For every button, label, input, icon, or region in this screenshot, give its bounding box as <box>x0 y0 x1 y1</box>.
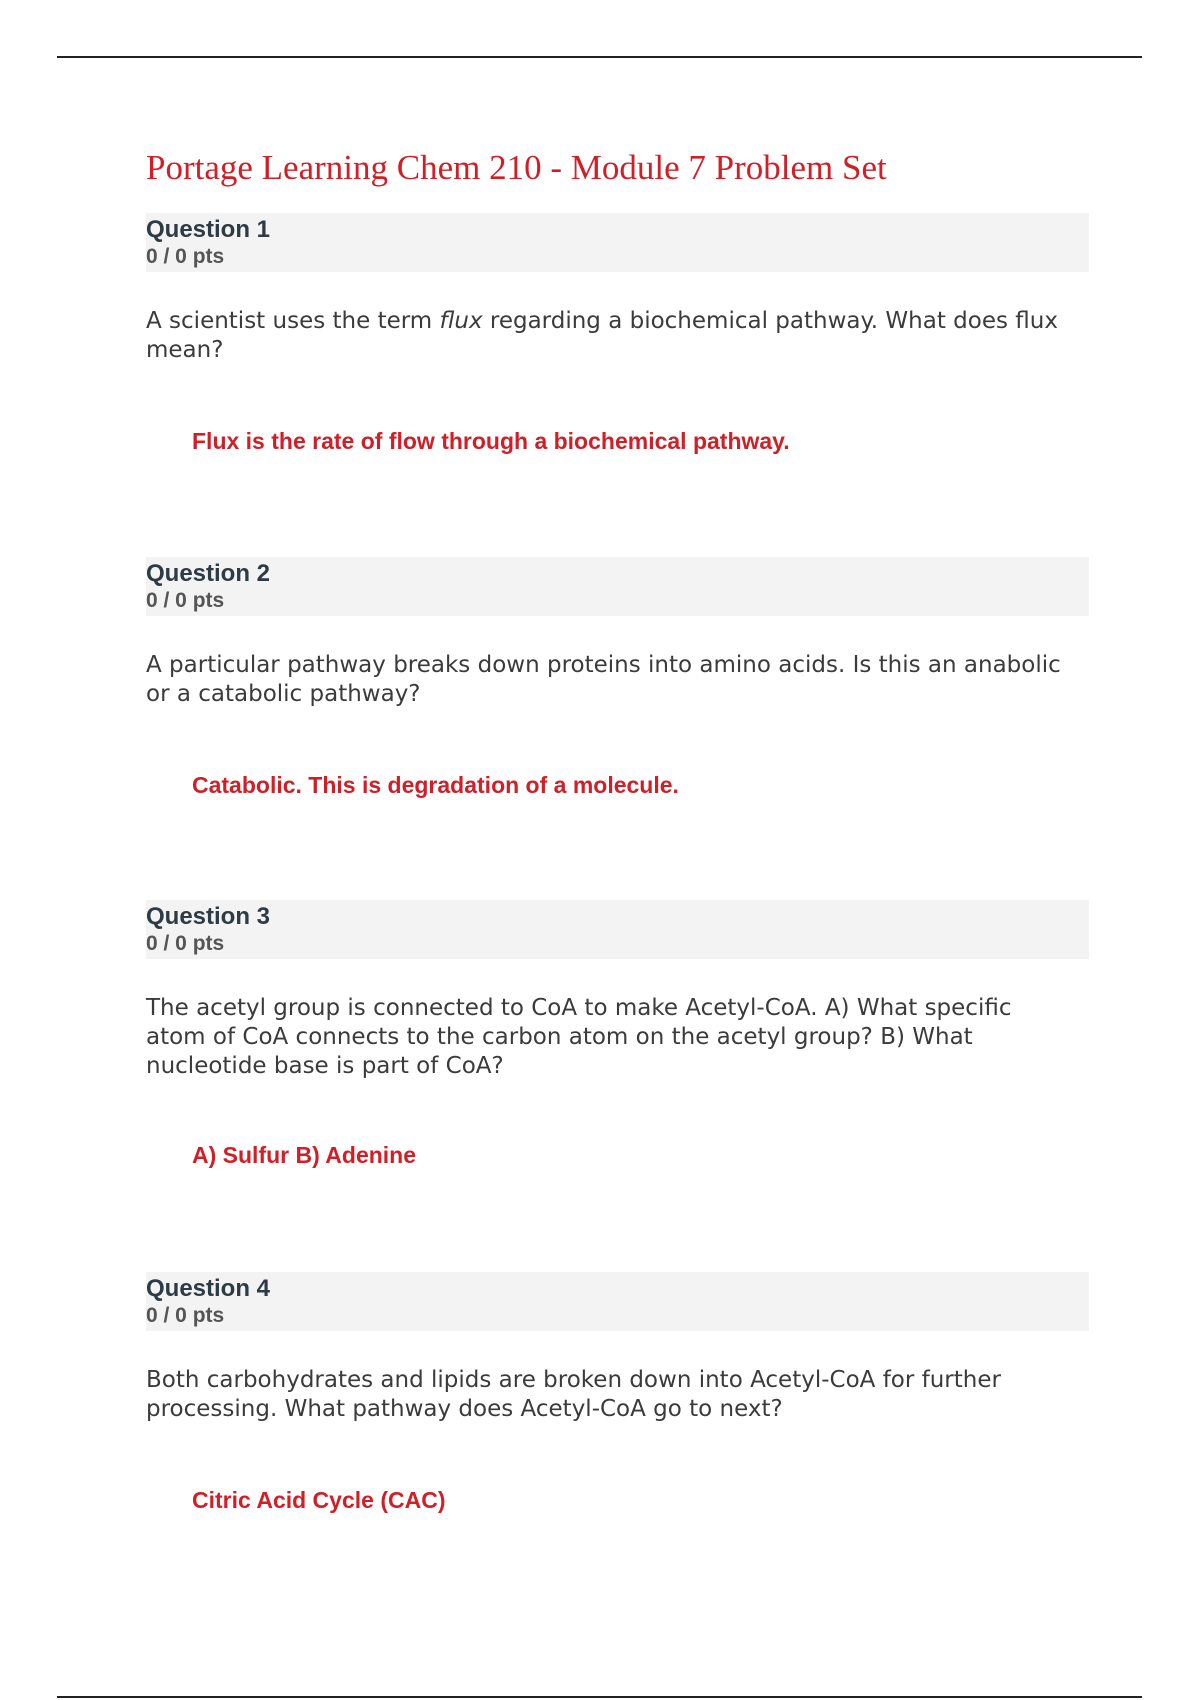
question-text-part: A scientist uses the term <box>146 308 440 334</box>
question-header <box>146 557 1089 616</box>
question-text: The acetyl group is connected to CoA to make Acetyl-CoA. A) What specific atom of CoA connects to the carbon atom on the acetyl group? B) What nucleotide base is part of CoA? <box>146 995 1012 1079</box>
question-title: Question 1 <box>146 216 271 243</box>
question-points: 0 / 0 pts <box>146 589 225 612</box>
bottom-rule <box>57 1696 1142 1698</box>
question-answer: Citric Acid Cycle (CAC) <box>192 1487 446 1513</box>
question-answer: Catabolic. This is degradation of a molecule. <box>192 772 679 798</box>
question-text <box>146 307 1076 365</box>
question-title: Question 2 <box>146 560 271 587</box>
question-text: A particular pathway breaks down proteins into amino acids. Is this an anabolic or a catabolic pathway? <box>146 652 1061 707</box>
question-2 <box>146 557 1089 799</box>
question-points: 0 / 0 pts <box>146 1304 225 1327</box>
question-title: Question 4 <box>146 1275 271 1302</box>
question-4 <box>146 1272 1089 1514</box>
question-points: 0 / 0 pts <box>146 245 225 268</box>
question-1 <box>146 213 1089 455</box>
question-answer: A) Sulfur B) Adenine <box>192 1142 417 1168</box>
page-title: Portage Learning Chem 210 - Module 7 Problem Set <box>146 148 887 187</box>
question-points: 0 / 0 pts <box>146 932 225 955</box>
question-title: Question 3 <box>146 903 271 930</box>
question-3 <box>146 900 1089 1169</box>
top-rule <box>57 56 1142 58</box>
question-header <box>146 1272 1089 1331</box>
question-text: Both carbohydrates and lipids are broken down into Acetyl-CoA for further processing. What pathway does Acetyl-CoA go to next? <box>146 1367 1001 1422</box>
question-text-emphasis: flux <box>439 308 483 334</box>
question-header <box>146 213 1089 272</box>
question-text-part: regarding a biochemical pathway. What does flux mean? <box>146 308 1058 363</box>
question-answer: Flux is the rate of flow through a biochemical pathway. <box>192 428 790 454</box>
question-header <box>146 900 1089 959</box>
